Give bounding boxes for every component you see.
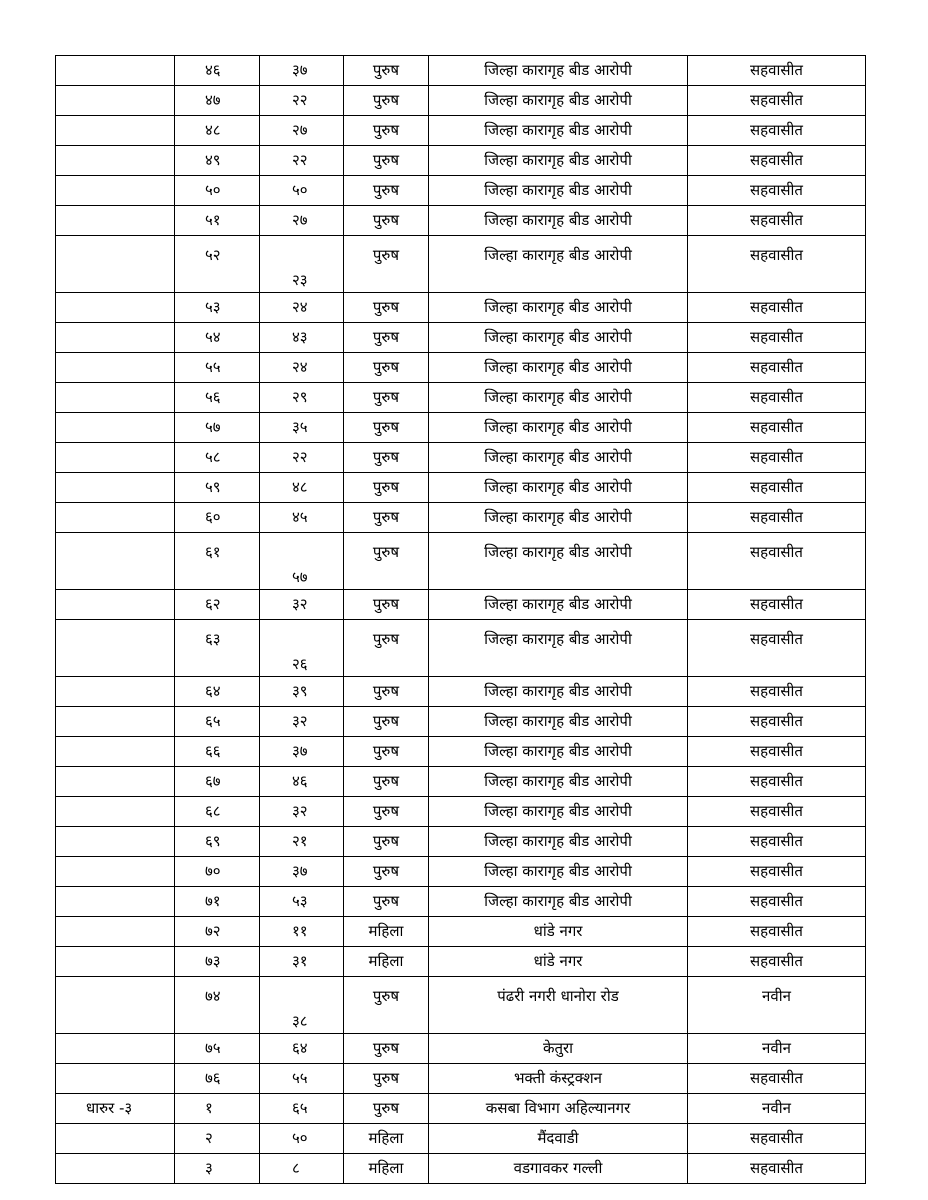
group-cell	[56, 86, 175, 116]
address-cell: जिल्हा कारागृह बीड आरोपी	[429, 206, 688, 236]
age-cell: ५७	[260, 533, 344, 590]
address-cell: जिल्हा कारागृह बीड आरोपी	[429, 473, 688, 503]
status-cell: सहवासीत	[688, 827, 866, 857]
age-cell: ४६	[260, 767, 344, 797]
serial-number-cell: ६५	[175, 707, 260, 737]
status-cell: सहवासीत	[688, 86, 866, 116]
group-cell	[56, 1034, 175, 1064]
group-cell	[56, 236, 175, 293]
gender-cell: पुरुष	[344, 1094, 429, 1124]
gender-cell: महिला	[344, 1154, 429, 1184]
status-cell: सहवासीत	[688, 176, 866, 206]
table-row	[56, 827, 866, 857]
group-cell	[56, 56, 175, 86]
address-cell: केतुरा	[429, 1034, 688, 1064]
serial-number-cell: ७६	[175, 1064, 260, 1094]
group-cell	[56, 707, 175, 737]
status-cell: नवीन	[688, 977, 866, 1034]
group-cell	[56, 767, 175, 797]
group-cell	[56, 797, 175, 827]
gender-cell: पुरुष	[344, 590, 429, 620]
table-row	[56, 323, 866, 353]
status-cell: सहवासीत	[688, 1124, 866, 1154]
group-cell	[56, 383, 175, 413]
status-cell: सहवासीत	[688, 236, 866, 293]
gender-cell: पुरुष	[344, 443, 429, 473]
address-cell: धांडे नगर	[429, 917, 688, 947]
table-row	[56, 443, 866, 473]
table-row	[56, 293, 866, 323]
address-cell: जिल्हा कारागृह बीड आरोपी	[429, 827, 688, 857]
group-cell	[56, 116, 175, 146]
gender-cell: महिला	[344, 1124, 429, 1154]
table-row	[56, 383, 866, 413]
age-cell: २३	[260, 236, 344, 293]
group-cell	[56, 977, 175, 1034]
gender-cell: पुरुष	[344, 737, 429, 767]
status-cell: सहवासीत	[688, 947, 866, 977]
serial-number-cell: ६०	[175, 503, 260, 533]
status-cell: सहवासीत	[688, 413, 866, 443]
table-row	[56, 176, 866, 206]
age-cell: ३८	[260, 977, 344, 1034]
status-cell: सहवासीत	[688, 917, 866, 947]
table-row	[56, 707, 866, 737]
group-cell	[56, 827, 175, 857]
register-body	[56, 56, 866, 1184]
gender-cell: पुरुष	[344, 707, 429, 737]
table-row	[56, 737, 866, 767]
gender-cell: पुरुष	[344, 620, 429, 677]
table-row	[56, 236, 866, 293]
address-cell: जिल्हा कारागृह बीड आरोपी	[429, 176, 688, 206]
status-cell: सहवासीत	[688, 620, 866, 677]
age-cell: ५०	[260, 176, 344, 206]
age-cell: २७	[260, 206, 344, 236]
status-cell: सहवासीत	[688, 323, 866, 353]
table-row	[56, 1064, 866, 1094]
group-cell	[56, 887, 175, 917]
gender-cell: पुरुष	[344, 887, 429, 917]
gender-cell: महिला	[344, 917, 429, 947]
address-cell: जिल्हा कारागृह बीड आरोपी	[429, 56, 688, 86]
table-row	[56, 620, 866, 677]
status-cell: सहवासीत	[688, 353, 866, 383]
address-cell: धांडे नगर	[429, 947, 688, 977]
group-cell	[56, 590, 175, 620]
address-cell: जिल्हा कारागृह बीड आरोपी	[429, 236, 688, 293]
group-cell	[56, 857, 175, 887]
group-cell	[56, 503, 175, 533]
status-cell: सहवासीत	[688, 533, 866, 590]
gender-cell: पुरुष	[344, 827, 429, 857]
table-row	[56, 116, 866, 146]
status-cell: सहवासीत	[688, 473, 866, 503]
serial-number-cell: ३	[175, 1154, 260, 1184]
gender-cell: पुरुष	[344, 473, 429, 503]
address-cell: जिल्हा कारागृह बीड आरोपी	[429, 323, 688, 353]
table-row	[56, 767, 866, 797]
age-cell: २७	[260, 116, 344, 146]
age-cell: ३७	[260, 737, 344, 767]
address-cell: जिल्हा कारागृह बीड आरोपी	[429, 590, 688, 620]
age-cell: ५३	[260, 887, 344, 917]
age-cell: ३७	[260, 857, 344, 887]
group-cell	[56, 353, 175, 383]
group-cell	[56, 293, 175, 323]
age-cell: २२	[260, 86, 344, 116]
table-row	[56, 590, 866, 620]
status-cell: सहवासीत	[688, 443, 866, 473]
table-row	[56, 797, 866, 827]
age-cell: ५५	[260, 1064, 344, 1094]
age-cell: ३७	[260, 56, 344, 86]
age-cell: ३९	[260, 677, 344, 707]
address-cell: जिल्हा कारागृह बीड आरोपी	[429, 620, 688, 677]
gender-cell: पुरुष	[344, 236, 429, 293]
gender-cell: पुरुष	[344, 767, 429, 797]
table-row	[56, 857, 866, 887]
table-row	[56, 1034, 866, 1064]
status-cell: सहवासीत	[688, 206, 866, 236]
age-cell: ८	[260, 1154, 344, 1184]
group-cell	[56, 620, 175, 677]
age-cell: ३५	[260, 413, 344, 443]
age-cell: ४५	[260, 503, 344, 533]
status-cell: सहवासीत	[688, 590, 866, 620]
group-cell: धारुर -३	[56, 1094, 175, 1124]
gender-cell: पुरुष	[344, 1034, 429, 1064]
table-row	[56, 1124, 866, 1154]
address-cell: कसबा विभाग अहिल्यानगर	[429, 1094, 688, 1124]
table-row	[56, 413, 866, 443]
gender-cell: पुरुष	[344, 323, 429, 353]
group-cell	[56, 737, 175, 767]
table-row	[56, 947, 866, 977]
age-cell: ३२	[260, 590, 344, 620]
gender-cell: महिला	[344, 947, 429, 977]
serial-number-cell: ६२	[175, 590, 260, 620]
status-cell: सहवासीत	[688, 887, 866, 917]
address-cell: जिल्हा कारागृह बीड आरोपी	[429, 533, 688, 590]
serial-number-cell: ५१	[175, 206, 260, 236]
table-row	[56, 86, 866, 116]
group-cell	[56, 947, 175, 977]
address-cell: जिल्हा कारागृह बीड आरोपी	[429, 767, 688, 797]
group-cell	[56, 677, 175, 707]
address-cell: जिल्हा कारागृह बीड आरोपी	[429, 86, 688, 116]
status-cell: सहवासीत	[688, 146, 866, 176]
address-cell: जिल्हा कारागृह बीड आरोपी	[429, 443, 688, 473]
age-cell: २६	[260, 620, 344, 677]
gender-cell: पुरुष	[344, 206, 429, 236]
age-cell: २४	[260, 353, 344, 383]
gender-cell: पुरुष	[344, 797, 429, 827]
gender-cell: पुरुष	[344, 503, 429, 533]
address-cell: पंढरी नगरी धानोरा रोड	[429, 977, 688, 1034]
serial-number-cell: ५२	[175, 236, 260, 293]
age-cell: २२	[260, 443, 344, 473]
group-cell	[56, 413, 175, 443]
serial-number-cell: ७२	[175, 917, 260, 947]
address-cell: जिल्हा कारागृह बीड आरोपी	[429, 707, 688, 737]
group-cell	[56, 917, 175, 947]
table-row	[56, 977, 866, 1034]
status-cell: नवीन	[688, 1094, 866, 1124]
serial-number-cell: ६३	[175, 620, 260, 677]
address-cell: जिल्हा कारागृह बीड आरोपी	[429, 116, 688, 146]
table-row	[56, 887, 866, 917]
group-cell	[56, 533, 175, 590]
address-cell: जिल्हा कारागृह बीड आरोपी	[429, 353, 688, 383]
address-cell: जिल्हा कारागृह बीड आरोपी	[429, 797, 688, 827]
table-row	[56, 473, 866, 503]
age-cell: ११	[260, 917, 344, 947]
table-row	[56, 1094, 866, 1124]
age-cell: २९	[260, 383, 344, 413]
serial-number-cell: ४९	[175, 146, 260, 176]
gender-cell: पुरुष	[344, 977, 429, 1034]
status-cell: सहवासीत	[688, 797, 866, 827]
table-row	[56, 503, 866, 533]
table-row	[56, 56, 866, 86]
address-cell: जिल्हा कारागृह बीड आरोपी	[429, 146, 688, 176]
status-cell: सहवासीत	[688, 767, 866, 797]
gender-cell: पुरुष	[344, 383, 429, 413]
group-cell	[56, 323, 175, 353]
serial-number-cell: ५८	[175, 443, 260, 473]
age-cell: २२	[260, 146, 344, 176]
status-cell: सहवासीत	[688, 56, 866, 86]
status-cell: सहवासीत	[688, 503, 866, 533]
serial-number-cell: ५६	[175, 383, 260, 413]
group-cell	[56, 1154, 175, 1184]
table-row	[56, 353, 866, 383]
address-cell: जिल्हा कारागृह बीड आरोपी	[429, 887, 688, 917]
gender-cell: पुरुष	[344, 1064, 429, 1094]
gender-cell: पुरुष	[344, 533, 429, 590]
serial-number-cell: ५०	[175, 176, 260, 206]
table-row	[56, 146, 866, 176]
serial-number-cell: ६८	[175, 797, 260, 827]
age-cell: ४३	[260, 323, 344, 353]
gender-cell: पुरुष	[344, 56, 429, 86]
status-cell: सहवासीत	[688, 677, 866, 707]
gender-cell: पुरुष	[344, 86, 429, 116]
serial-number-cell: १	[175, 1094, 260, 1124]
address-cell: जिल्हा कारागृह बीड आरोपी	[429, 293, 688, 323]
serial-number-cell: ७४	[175, 977, 260, 1034]
address-cell: भक्ती कंस्ट्रक्शन	[429, 1064, 688, 1094]
status-cell: सहवासीत	[688, 707, 866, 737]
serial-number-cell: ६१	[175, 533, 260, 590]
group-cell	[56, 176, 175, 206]
serial-number-cell: ६७	[175, 767, 260, 797]
age-cell: २१	[260, 827, 344, 857]
status-cell: सहवासीत	[688, 1064, 866, 1094]
serial-number-cell: ४६	[175, 56, 260, 86]
gender-cell: पुरुष	[344, 146, 429, 176]
gender-cell: पुरुष	[344, 677, 429, 707]
table-row	[56, 917, 866, 947]
group-cell	[56, 1064, 175, 1094]
serial-number-cell: ५७	[175, 413, 260, 443]
status-cell: सहवासीत	[688, 116, 866, 146]
status-cell: सहवासीत	[688, 293, 866, 323]
serial-number-cell: ४८	[175, 116, 260, 146]
serial-number-cell: ७३	[175, 947, 260, 977]
address-cell: जिल्हा कारागृह बीड आरोपी	[429, 677, 688, 707]
address-cell: जिल्हा कारागृह बीड आरोपी	[429, 737, 688, 767]
age-cell: ४८	[260, 473, 344, 503]
gender-cell: पुरुष	[344, 116, 429, 146]
age-cell: ५०	[260, 1124, 344, 1154]
address-cell: जिल्हा कारागृह बीड आरोपी	[429, 383, 688, 413]
status-cell: सहवासीत	[688, 857, 866, 887]
register-table	[55, 55, 866, 1184]
serial-number-cell: ५९	[175, 473, 260, 503]
gender-cell: पुरुष	[344, 353, 429, 383]
group-cell	[56, 473, 175, 503]
address-cell: जिल्हा कारागृह बीड आरोपी	[429, 857, 688, 887]
address-cell: वडगावकर गल्ली	[429, 1154, 688, 1184]
address-cell: मैंदवाडी	[429, 1124, 688, 1154]
table-row	[56, 1154, 866, 1184]
age-cell: ३२	[260, 797, 344, 827]
age-cell: २४	[260, 293, 344, 323]
gender-cell: पुरुष	[344, 857, 429, 887]
serial-number-cell: ६४	[175, 677, 260, 707]
gender-cell: पुरुष	[344, 293, 429, 323]
age-cell: ३१	[260, 947, 344, 977]
age-cell: ६५	[260, 1094, 344, 1124]
gender-cell: पुरुष	[344, 176, 429, 206]
group-cell	[56, 443, 175, 473]
table-row	[56, 677, 866, 707]
group-cell	[56, 206, 175, 236]
serial-number-cell: ७५	[175, 1034, 260, 1064]
status-cell: नवीन	[688, 1034, 866, 1064]
status-cell: सहवासीत	[688, 1154, 866, 1184]
group-cell	[56, 146, 175, 176]
serial-number-cell: ५५	[175, 353, 260, 383]
status-cell: सहवासीत	[688, 737, 866, 767]
serial-number-cell: ७०	[175, 857, 260, 887]
gender-cell: पुरुष	[344, 413, 429, 443]
age-cell: ३२	[260, 707, 344, 737]
address-cell: जिल्हा कारागृह बीड आरोपी	[429, 503, 688, 533]
age-cell: ६४	[260, 1034, 344, 1064]
serial-number-cell: २	[175, 1124, 260, 1154]
address-cell: जिल्हा कारागृह बीड आरोपी	[429, 413, 688, 443]
status-cell: सहवासीत	[688, 383, 866, 413]
serial-number-cell: ६९	[175, 827, 260, 857]
table-row	[56, 533, 866, 590]
serial-number-cell: ४७	[175, 86, 260, 116]
serial-number-cell: ७१	[175, 887, 260, 917]
serial-number-cell: ५४	[175, 323, 260, 353]
group-cell	[56, 1124, 175, 1154]
table-row	[56, 206, 866, 236]
serial-number-cell: ५३	[175, 293, 260, 323]
serial-number-cell: ६६	[175, 737, 260, 767]
